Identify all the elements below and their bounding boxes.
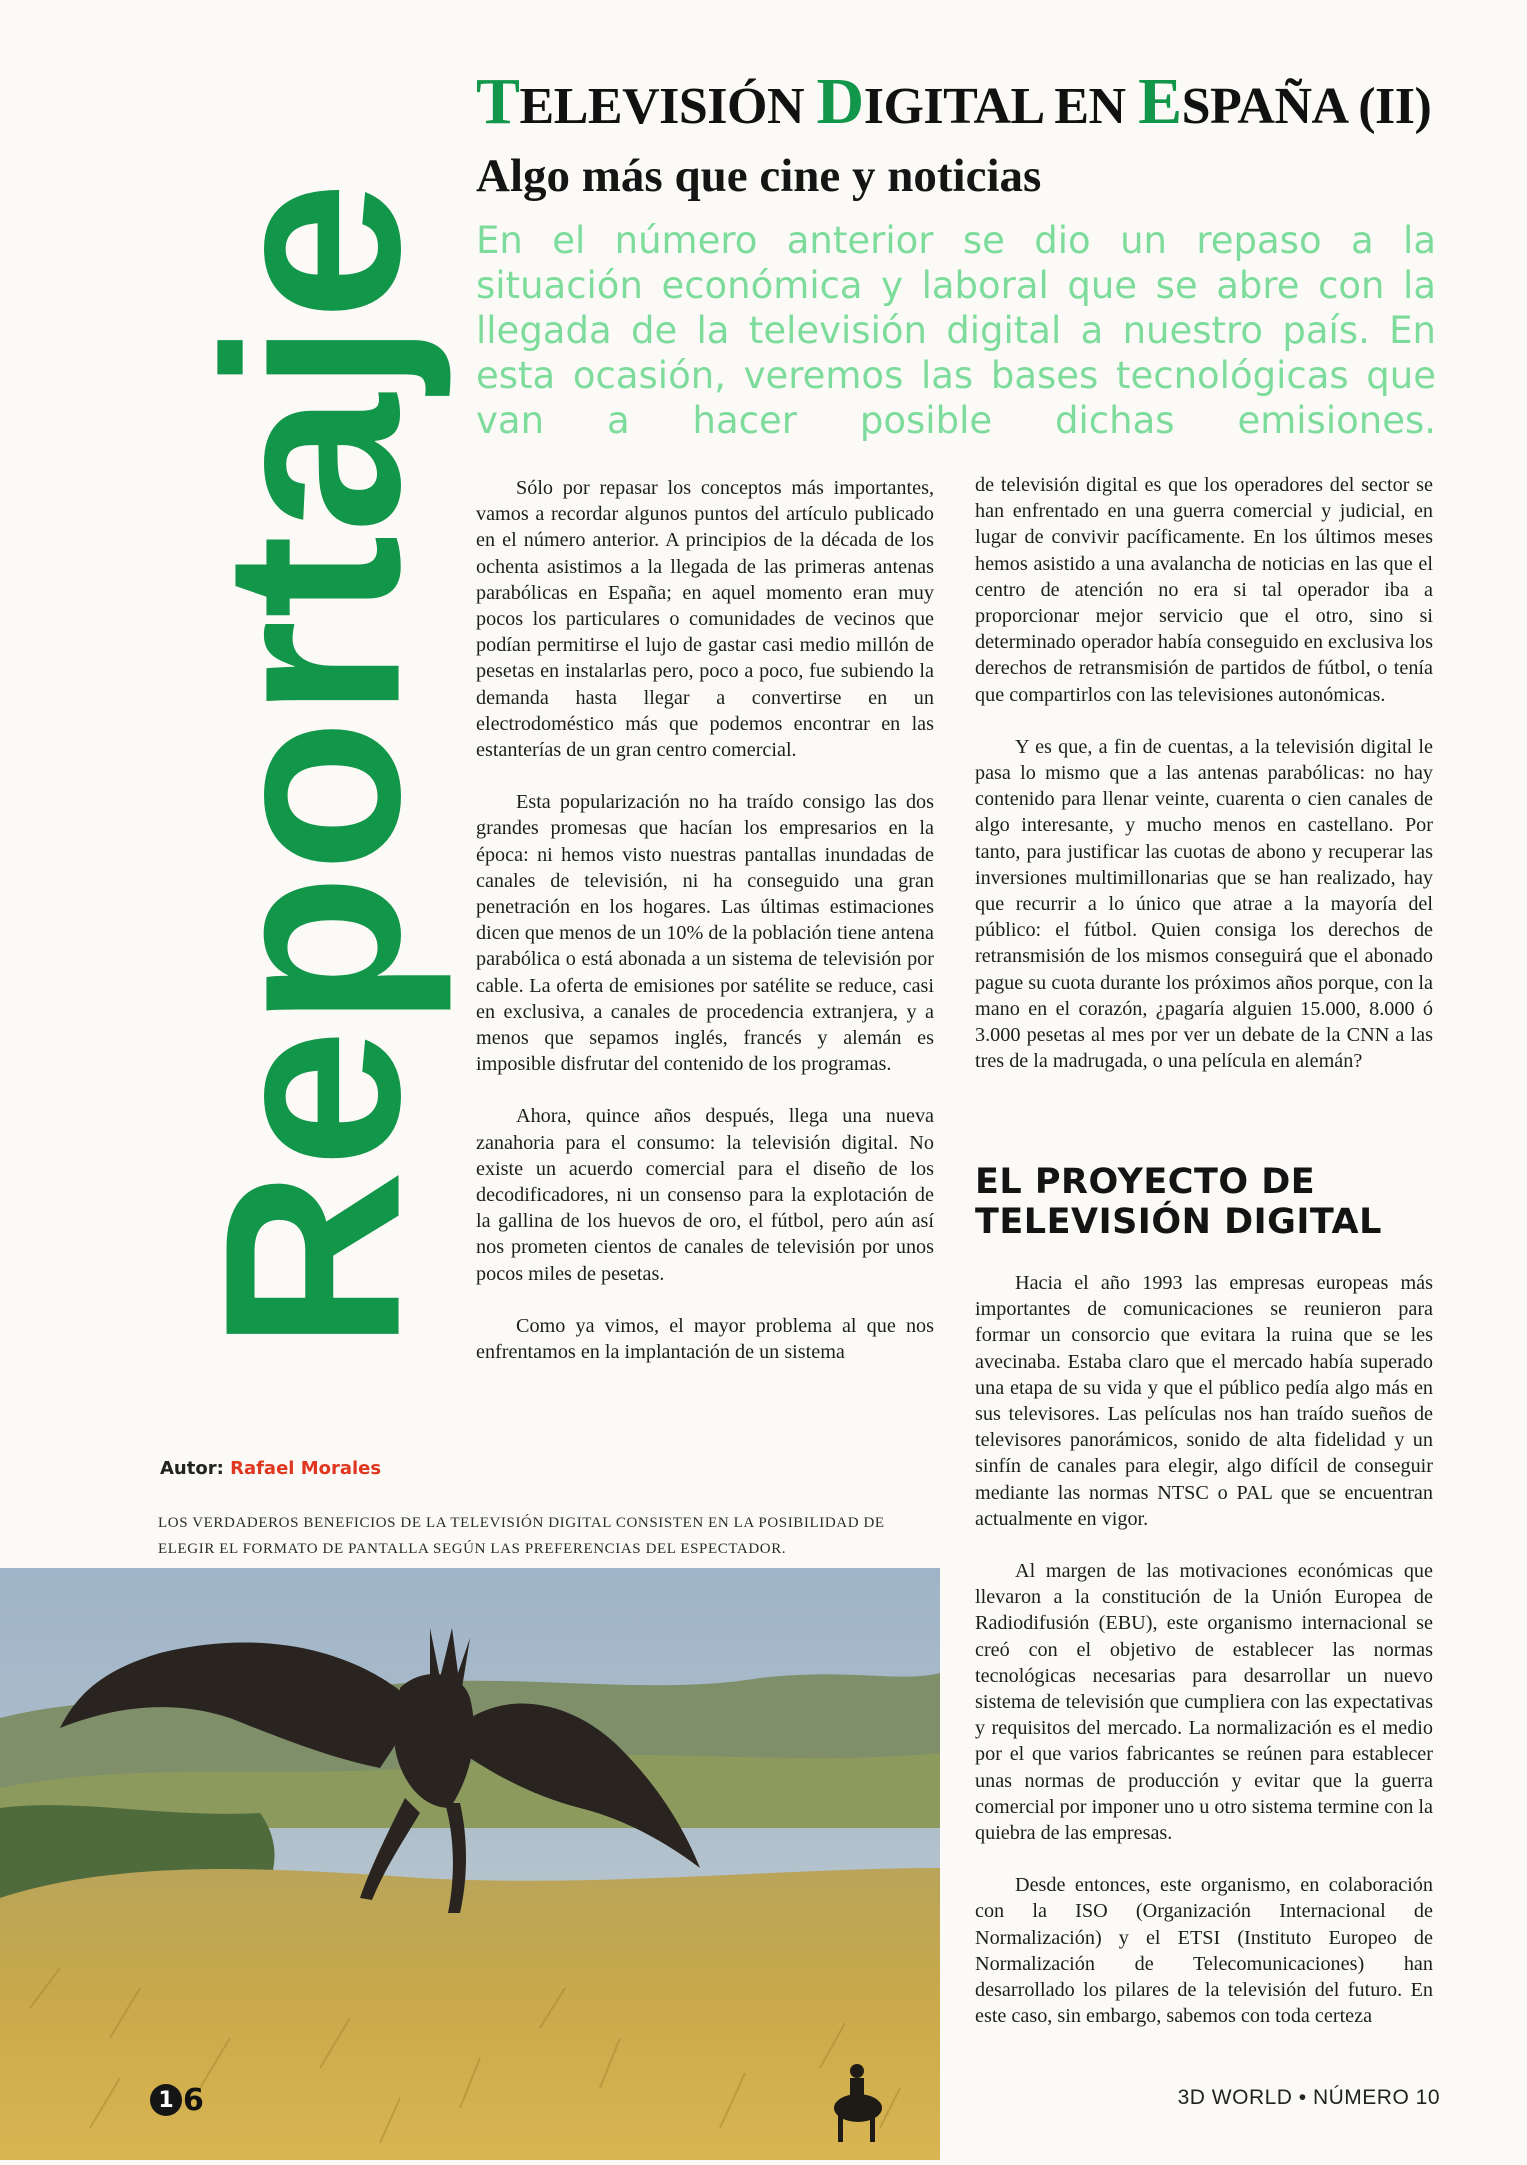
title-initial-3: E: [1138, 65, 1182, 138]
article-title: [476, 66, 1476, 139]
title-initial-2: D: [816, 65, 864, 138]
paragraph: Desde entonces, este organismo, en colaboración con la ISO (Organización Internacional de Normalización) y el ETSI (Instituto Europeo de Normalización de Telecomunicaciones) han desarrollado los pilares de la televisión del futuro. En este caso, sin embargo, sabemos con toda certeza: [975, 1874, 1433, 2028]
page-number-digit-disc: 1: [150, 2084, 182, 2116]
author-label: Autor:: [160, 1458, 224, 1479]
author-credit: [160, 1458, 381, 1479]
paragraph: Sólo por repasar los conceptos más importantes, vamos a recordar algunos puntos del artículo publicado en el número anterior. A principios de la década de los ochenta asistimos a la llegada de las primeras antenas parabólicas en España; en aquel momento eran muy pocos los particulares o comunidades de vecinos que podían permitirse el lujo de gastar casi medio millón de pesetas en instalarlas pero, poco a poco, fue subiendo la demanda hasta llegar a convertirse en un electrodoméstico más que podemos encontrar en las estanterías de un gran centro comercial.: [476, 477, 934, 762]
dragon-field-illustration: [0, 1568, 940, 2160]
paragraph: de televisión digital es que los operadores del sector se han enfrentado en una guerra comercial y judicial, en lugar de convivir pacíficamente. En los últimos meses hemos asistido a una avalancha de noticias en las que el centro de atención no era si tal operador iba a proporcionar mejor servicio que el otro, sino si determinado operador había conseguido en exclusiva los derechos de retransmisión de partidos de fútbol, o tenía que compartirlos con las televisiones autonómicas.: [975, 474, 1433, 706]
paragraph: Y es que, a fin de cuentas, a la televisión digital le pasa lo mismo que a las antenas parabólicas: no hay contenido para llenar veinte, cuarenta o cien canales de algo interesante, y mucho menos en castellano. Por tanto, para justificar las cuotas de abono y recuperar las inversiones multimillonarias que se han realizado, hay que recurrir a lo único que atrae a la mayoría del público: el fútbol. Quien consiga los derechos de retransmisión de los mismos conseguirá que el abonado pague su cuota durante los próximos años porque, con la mano en el corazón, ¿pagaría alguien 15.000, 8.000 ó 3.000 pesetas al mes por ver un debate de la CNN a las tres de la madrugada, o una película en alemán?: [975, 735, 1433, 1073]
author-name: Rafael Morales: [230, 1458, 382, 1479]
article-subtitle: Algo más que cine y noticias: [476, 150, 1042, 202]
title-rest-3: SPAÑA (II): [1181, 78, 1432, 135]
magazine-issue: 3D WORLD • NÚMERO 10: [1177, 2086, 1440, 2109]
paragraph: Hacia el año 1993 las empresas europeas más importantes de comunicaciones se reunieron para formar un consorcio que evitara la ruina que se les avecinaba. Estaba claro que el mercado había superado una etapa de su vida y que el público pedía algo más en sus televisores. Las películas nos han traído sueños de televisores panorámicos, sonido de alta fidelidad y un sinfín de canales para elegir, algo difícil de conseguir mediante las normas NTSC o PAL que se encuentran actualmente en vigor.: [975, 1272, 1433, 1530]
article-lead: En el número anterior se dio un repaso a la situación económica y laboral que se abre con la llegada de la televisión digital a nuestro país. En esta ocasión, veremos las bases tecnológicas que van a hacer posible dichas emisiones.: [476, 219, 1436, 442]
body-column-2: [975, 472, 1433, 1100]
title-rest-2: IGITAL EN: [863, 78, 1139, 135]
paragraph: Esta popularización no ha traído consigo las dos grandes promesas que hacían los empresarios en la época: ni hemos visto nuestras pantallas inundadas de canales de televisión, ni ha conseguido una gran penetración en los hogares. Las últimas estimaciones dicen que menos de un 10% de la población tiene antena parabólica o está abonada a un sistema de televisión por cable. La oferta de emisiones por satélite se reduce, casi en exclusiva, a canales de procedencia extranjera, y a menos que sepamos inglés, francés y alemán es imposible disfrutar del contenido de los programas.: [476, 791, 934, 1076]
page-number-rest: 6: [183, 2082, 204, 2118]
paragraph: Ahora, quince años después, llega una nueva zanahoria para el consumo: la televisión digital. No existe un acuerdo comercial para el diseño de los decodificadores, ni un consenso para la explotación de la gallina de los huevos de oro, el fútbol, pero aún así nos prometen cientos de canales de televisión por unos pocos miles de pesetas.: [476, 1105, 934, 1285]
paragraph: Al margen de las motivaciones económicas que llevaron a la constitución de la Unión Europea de Radiodifusión (EBU), este organismo internacional se creó con el objetivo de establecer las normas tecnológicas necesarias para desarrollar un nuevo sistema de televisión que cumpliera con las expectativas y requisitos del mercado. La normalización es el medio por el que varios fabricantes se reúnen para establecer unas normas de producción y evitar que la guerra comercial por imponer uno u otro sistema termine con la quiebra de las empresas.: [975, 1560, 1434, 1845]
photo-caption: LOS VERDADEROS BENEFICIOS DE LA TELEVISIÓN DIGITAL CONSISTEN EN LA POSIBILIDAD DE ELEGIR EL FORMATO DE PANTALLA SEGÚN LAS PREFERENCIAS DEL ESPECTADOR.: [158, 1515, 885, 1557]
title-initial-1: T: [476, 65, 520, 138]
page-number: [150, 2082, 204, 2118]
article-photo: [0, 1568, 940, 2160]
body-column-1: [476, 475, 934, 1391]
title-rest-1: ELEVISIÓN: [519, 78, 817, 135]
body-column-2-continued: [975, 1270, 1433, 2055]
section-label: [173, 75, 453, 1455]
section-label-text: Reportaje: [173, 179, 453, 1351]
paragraph: Como ya vimos, el mayor problema al que nos enfrentamos en la implantación de un sistema: [476, 1314, 934, 1364]
section-heading: EL PROYECTO DE TELEVISIÓN DIGITAL: [975, 1162, 1382, 1242]
